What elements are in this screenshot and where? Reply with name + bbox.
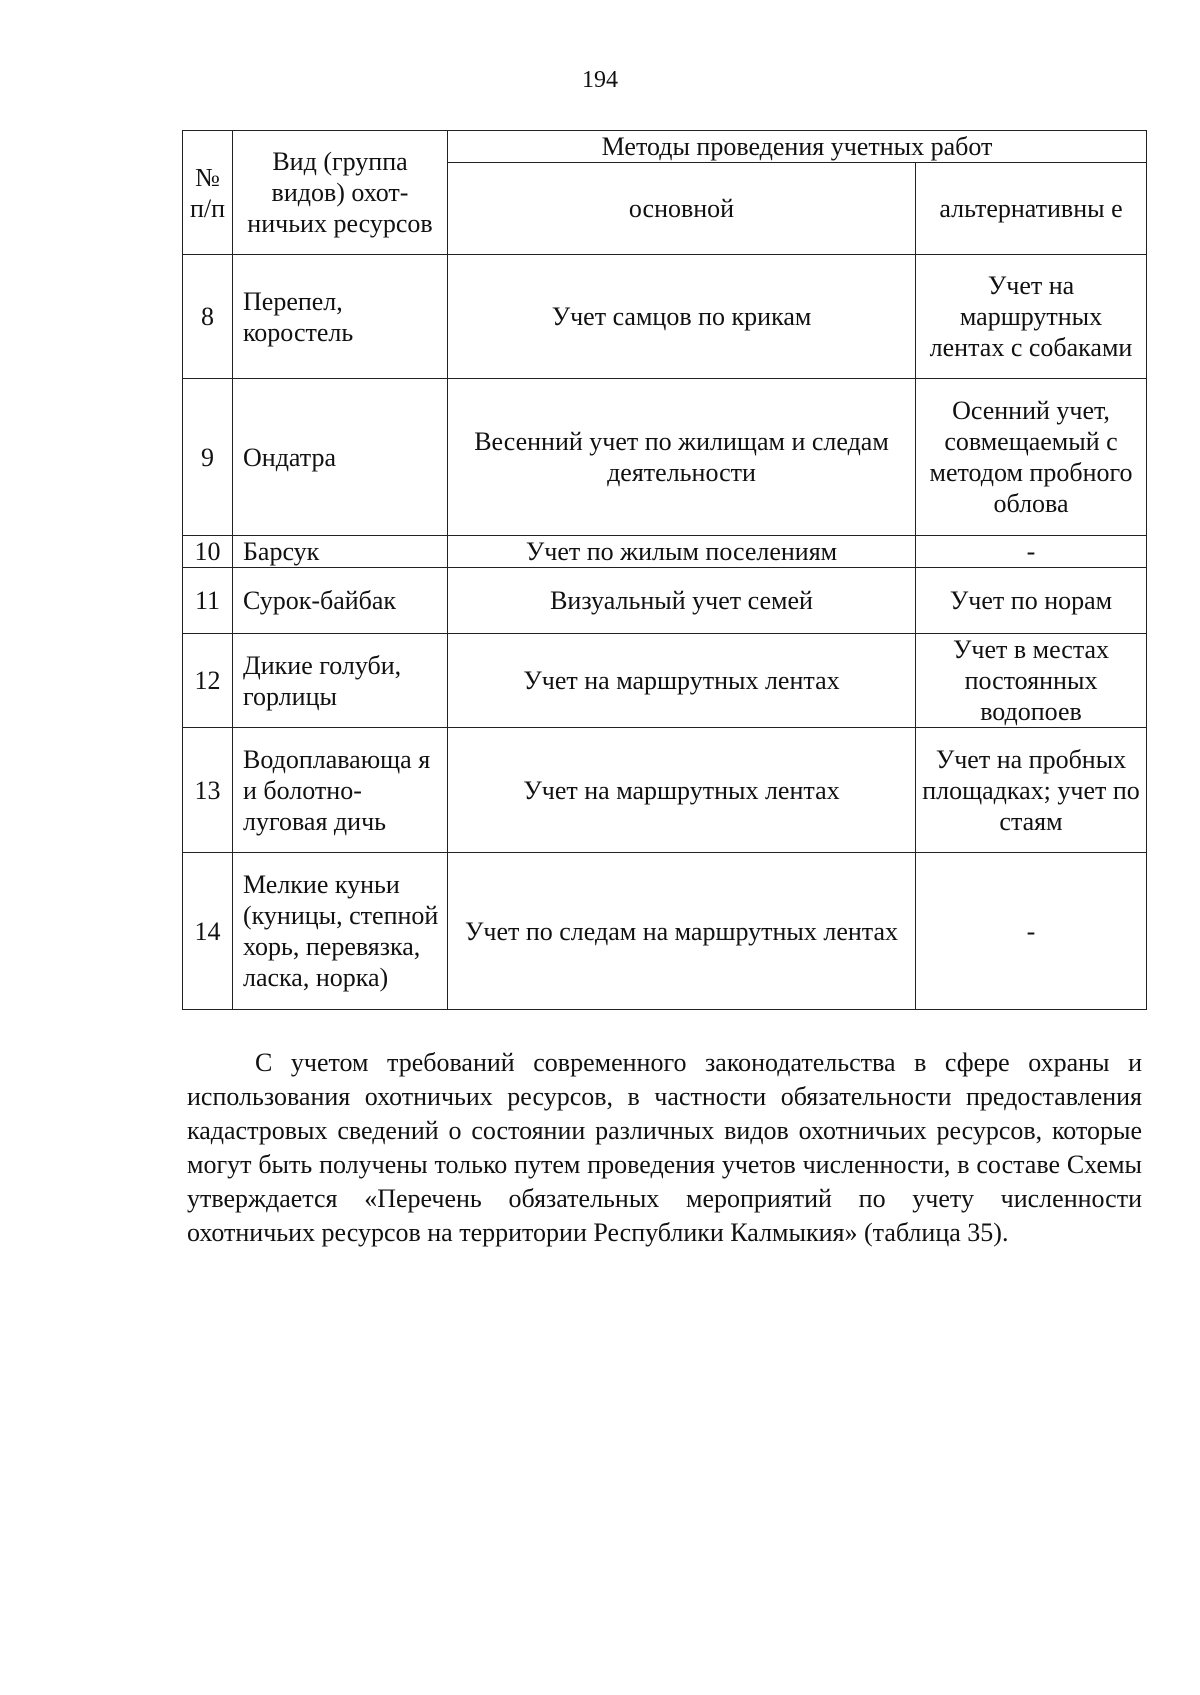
- row-num: 12: [183, 634, 233, 728]
- methods-table: [182, 130, 1147, 1010]
- row-main-method: Учет на маршрутных лентах: [448, 634, 916, 728]
- row-species: Сурок-байбак: [233, 568, 448, 634]
- body-paragraph: С учетом требований современного законодательства в сфере охраны и использования охотничьих ресурсов, в частности обязательности предоставления кадастровых сведений о состоянии различных видов охотничьих ресурсов, которые могут быть получены только путем проведения учетов численности, в составе Схемы утверждается «Перечень обязательных мероприятий по учету численности охотничьих ресурсов на территории Республики Калмыкия» (таблица 35).: [187, 1048, 1142, 1247]
- table-row: [183, 853, 1147, 1010]
- row-alt-method: -: [916, 853, 1147, 1010]
- row-main-method: Учет по следам на маршрутных лентах: [448, 853, 916, 1010]
- page-number: 194: [582, 67, 618, 93]
- row-alt-method: Учет на маршрутных лентах с собаками: [916, 255, 1147, 379]
- row-alt-method: Осенний учет, совмещаемый с методом пробного облова: [916, 379, 1147, 536]
- row-main-method: Учет по жилым поселениям: [448, 536, 916, 568]
- table-header-row: [183, 131, 1147, 163]
- row-main-method: Визуальный учет семей: [448, 568, 916, 634]
- table-row: [183, 728, 1147, 853]
- row-alt-method: Учет по норам: [916, 568, 1147, 634]
- table-row: [183, 568, 1147, 634]
- row-num: 14: [183, 853, 233, 1010]
- table-row: [183, 536, 1147, 568]
- header-methods: Методы проведения учетных работ: [448, 131, 1147, 163]
- header-num: № п/п: [183, 131, 233, 255]
- row-species: Водоплавающа я и болотно-луговая дичь: [233, 728, 448, 853]
- row-main-method: Весенний учет по жилищам и следам деятельности: [448, 379, 916, 536]
- row-species: Мелкие куньи (куницы, степной хорь, перевязка, ласка, норка): [233, 853, 448, 1010]
- row-alt-method: -: [916, 536, 1147, 568]
- row-num: 13: [183, 728, 233, 853]
- table-row: [183, 379, 1147, 536]
- row-num: 11: [183, 568, 233, 634]
- row-species: Перепел, коростель: [233, 255, 448, 379]
- row-num: 10: [183, 536, 233, 568]
- row-species: Дикие голуби, горлицы: [233, 634, 448, 728]
- table-row: [183, 255, 1147, 379]
- row-alt-method: Учет на пробных площадках; учет по стаям: [916, 728, 1147, 853]
- row-main-method: Учет на маршрутных лентах: [448, 728, 916, 853]
- row-num: 9: [183, 379, 233, 536]
- row-main-method: Учет самцов по крикам: [448, 255, 916, 379]
- header-alternative: альтернативны е: [916, 163, 1147, 255]
- header-main: основной: [448, 163, 916, 255]
- row-alt-method: Учет в местах постоянных водопоев: [916, 634, 1147, 728]
- header-species: Вид (группа видов) охот-ничьих ресурсов: [233, 131, 448, 255]
- row-species: Ондатра: [233, 379, 448, 536]
- row-num: 8: [183, 255, 233, 379]
- row-species: Барсук: [233, 536, 448, 568]
- table-row: [183, 634, 1147, 728]
